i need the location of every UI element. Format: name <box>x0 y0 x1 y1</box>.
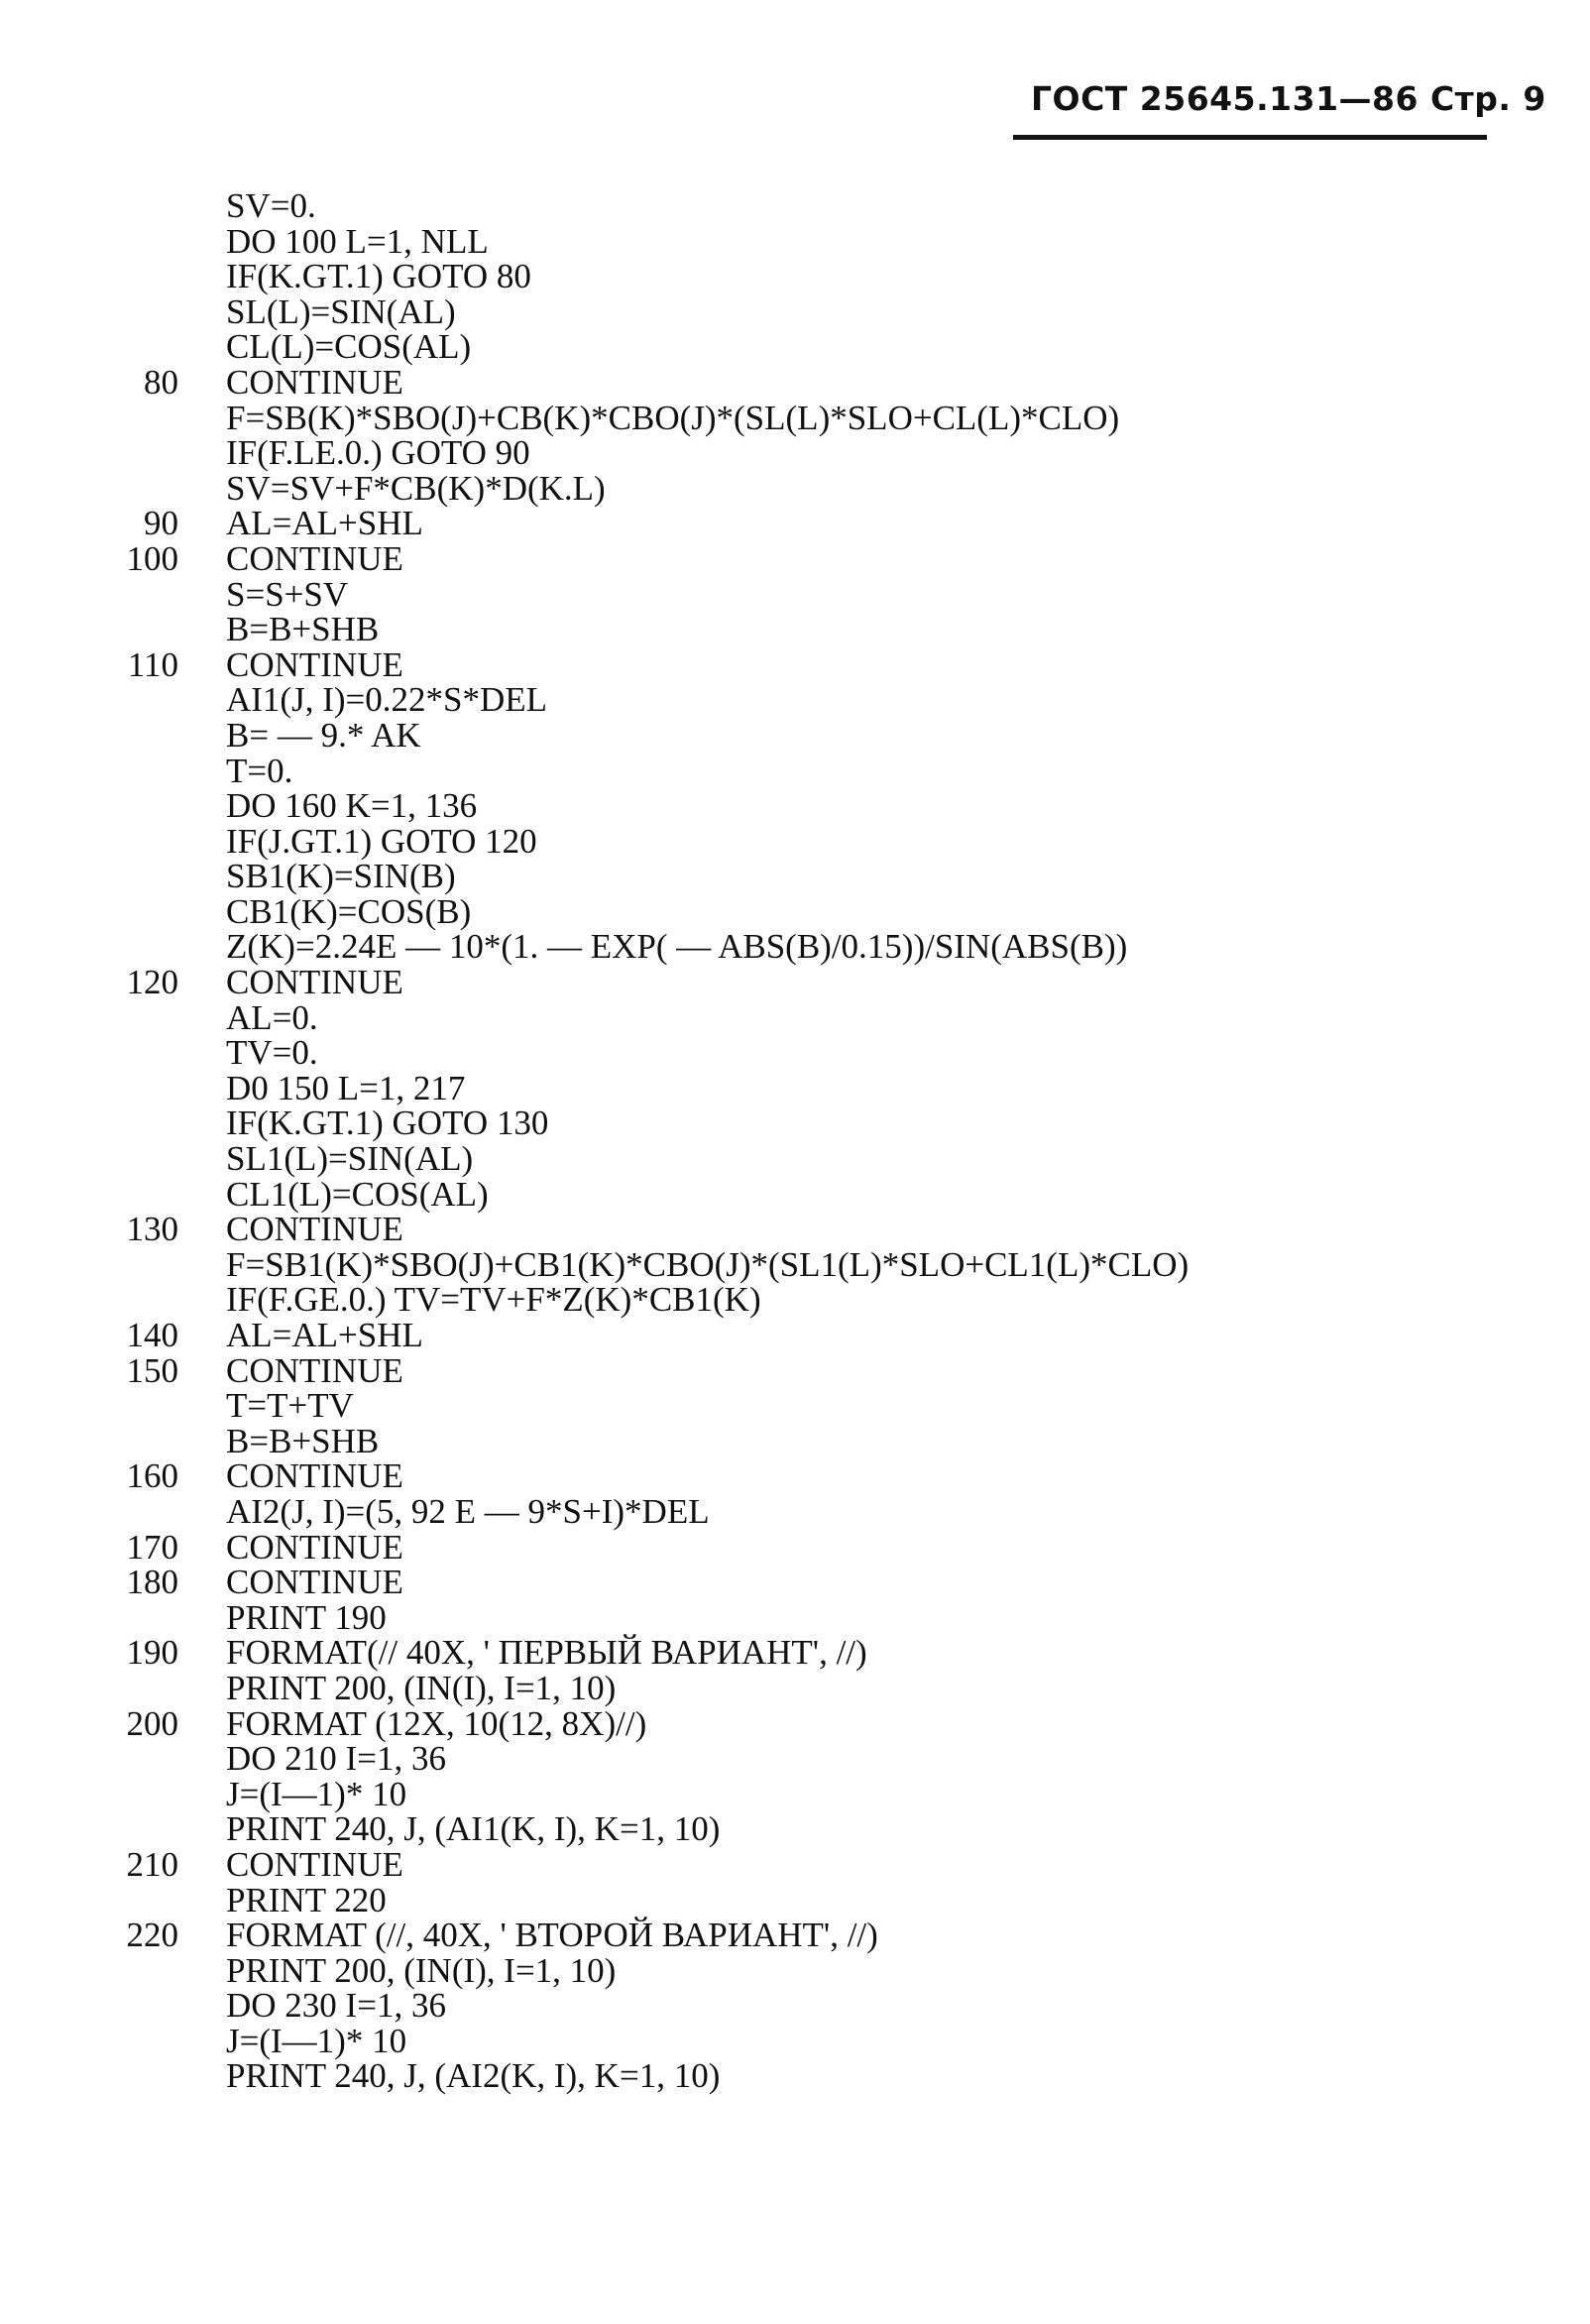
code-line <box>0 929 1590 965</box>
statement-label: 180 <box>126 1563 178 1602</box>
code-listing <box>0 188 1590 2094</box>
statement-label: 130 <box>126 1210 178 1249</box>
statement-code: DO 210 I=1, 36 <box>226 1739 446 1779</box>
code-line <box>0 751 1590 790</box>
statement-code: CONTINUE <box>226 963 403 1002</box>
statement-label: 90 <box>144 504 178 543</box>
statement-code: IF(K.GT.1) GOTO 130 <box>226 1104 549 1143</box>
statement-code: CONTINUE <box>226 1350 403 1390</box>
statement-label: 140 <box>126 1316 178 1354</box>
statement-code: AI1(J, I)=0.22*S*DEL <box>226 680 548 720</box>
code-line <box>0 1668 1590 1707</box>
statement-label: 120 <box>126 963 178 1002</box>
statement-code: AL=0. <box>226 997 318 1037</box>
statement-code: SL(L)=SIN(AL) <box>226 291 456 331</box>
statement-code: CONTINUE <box>226 644 403 684</box>
code-line <box>0 1741 1590 1777</box>
statement-code: CONTINUE <box>226 538 403 578</box>
code-line <box>0 1811 1590 1847</box>
statement-code: CB1(K)=COS(B) <box>226 891 472 931</box>
code-line <box>0 188 1590 224</box>
code-line <box>0 291 1590 331</box>
code-line <box>0 1950 1590 1990</box>
code-line <box>0 1388 1590 1424</box>
statement-code: AL=AL+SHL <box>226 504 423 543</box>
code-line <box>0 1212 1590 1247</box>
statement-label: 80 <box>144 362 178 402</box>
statement-code: CONTINUE <box>226 1844 403 1884</box>
statement-label: 110 <box>127 644 178 684</box>
statement-code: IF(J.GT.1) GOTO 120 <box>226 821 537 861</box>
code-line <box>0 965 1590 1000</box>
code-line <box>0 1141 1590 1177</box>
code-line <box>0 1035 1590 1071</box>
statement-label: 160 <box>126 1456 178 1496</box>
code-line <box>0 1703 1590 1743</box>
code-line <box>0 821 1590 861</box>
code-line <box>0 538 1590 578</box>
code-line <box>0 435 1590 471</box>
code-line <box>0 1174 1590 1214</box>
statement-code: AL=AL+SHL <box>226 1316 423 1354</box>
code-line <box>0 506 1590 541</box>
code-line <box>0 1105 1590 1141</box>
statement-code: FORMAT (12X, 10(12, 8X)//) <box>226 1703 647 1743</box>
statement-code: PRINT 200, (IN(I), I=1, 10) <box>226 1950 617 1990</box>
statement-code: J=(I—1)* 10 <box>226 1774 407 1813</box>
statement-code: CONTINUE <box>226 1456 403 1496</box>
code-line <box>0 574 1590 614</box>
code-line <box>0 1565 1590 1600</box>
statement-code: IF(F.GE.0.) TV=TV+F*Z(K)*CB1(K) <box>226 1280 761 1320</box>
statement-label: 100 <box>126 538 178 578</box>
code-line <box>0 2058 1590 2094</box>
statement-label: 150 <box>126 1350 178 1390</box>
header-rule <box>1013 135 1487 140</box>
code-line <box>0 1635 1590 1671</box>
statement-code: IF(F.LE.0.) GOTO 90 <box>226 433 530 473</box>
statement-code: CONTINUE <box>226 1563 403 1602</box>
statement-label: 220 <box>126 1916 178 1955</box>
statement-code: FORMAT (//, 40X, ' ВТОРОЙ ВАРИАНТ', //) <box>226 1916 878 1955</box>
code-line <box>0 1282 1590 1318</box>
code-line <box>0 1458 1590 1494</box>
statement-label: 200 <box>126 1703 178 1743</box>
code-line <box>0 1244 1590 1284</box>
statement-code: SB1(K)=SIN(B) <box>226 857 456 896</box>
code-line <box>0 1350 1590 1390</box>
code-line <box>0 891 1590 931</box>
code-line <box>0 398 1590 437</box>
page-header: ГОСТ 25645.131—86 Стр. 9 <box>1031 79 1546 118</box>
statement-label: 210 <box>126 1844 178 1884</box>
statement-code: D0 150 L=1, 217 <box>226 1068 466 1107</box>
statement-code: SV=SV+F*CB(K)*D(K.L) <box>226 468 606 508</box>
code-line <box>0 1527 1590 1567</box>
statement-code: IF(K.GT.1) GOTO 80 <box>226 257 531 296</box>
code-line <box>0 1917 1590 1953</box>
code-line <box>0 1844 1590 1884</box>
statement-code: CONTINUE <box>226 362 403 402</box>
statement-label: 190 <box>126 1633 178 1673</box>
statement-code: FORMAT(// 40X, ' ПЕРВЫЙ ВАРИАНТ', //) <box>226 1633 867 1673</box>
code-line <box>0 1880 1590 1919</box>
statement-code: S=S+SV <box>226 574 349 614</box>
code-line <box>0 788 1590 824</box>
statement-code: B= — 9.* AK <box>226 715 421 755</box>
statement-code: F=SB(K)*SBO(J)+CB(K)*CBO(J)*(SL(L)*SLO+CL(L)*CLO) <box>226 398 1120 437</box>
code-line <box>0 362 1590 402</box>
statement-code: PRINT 240, J, (AI1(K, I), K=1, 10) <box>226 1809 721 1849</box>
statement-code: PRINT 200, (IN(I), I=1, 10) <box>226 1668 617 1707</box>
code-line <box>0 259 1590 294</box>
code-line <box>0 1491 1590 1531</box>
statement-code: T=T+TV <box>226 1386 354 1426</box>
code-line <box>0 1421 1590 1460</box>
code-line <box>0 2021 1590 2060</box>
statement-code: AI2(J, I)=(5, 92 E — 9*S+I)*DEL <box>226 1491 710 1531</box>
code-line <box>0 1988 1590 2024</box>
statement-code: J=(I—1)* 10 <box>226 2021 407 2060</box>
statement-code: PRINT 220 <box>226 1880 387 1919</box>
statement-code: T=0. <box>226 751 293 790</box>
statement-code: PRINT 240, J, (AI2(K, I), K=1, 10) <box>226 2056 721 2096</box>
code-line <box>0 1774 1590 1813</box>
statement-code: F=SB1(K)*SBO(J)+CB1(K)*CBO(J)*(SL1(L)*SLO+CL1(L)*CLO) <box>226 1244 1190 1284</box>
code-line <box>0 997 1590 1037</box>
statement-code: PRINT 190 <box>226 1597 387 1637</box>
statement-label: 170 <box>126 1527 178 1567</box>
code-line <box>0 221 1590 261</box>
statement-code: SL1(L)=SIN(AL) <box>226 1139 474 1179</box>
statement-code: SV=0. <box>226 186 316 225</box>
code-line <box>0 468 1590 508</box>
statement-code: CL1(L)=COS(AL) <box>226 1174 489 1214</box>
statement-code: DO 230 I=1, 36 <box>226 1986 446 2026</box>
statement-code: TV=0. <box>226 1033 318 1073</box>
statement-code: CONTINUE <box>226 1210 403 1249</box>
code-line <box>0 329 1590 365</box>
code-line <box>0 1068 1590 1107</box>
statement-code: DO 100 L=1, NLL <box>226 221 489 261</box>
code-line <box>0 612 1590 647</box>
code-line <box>0 1318 1590 1353</box>
statement-code: Z(K)=2.24E — 10*(1. — EXP( — ABS(B)/0.15))/SIN(ABS(B)) <box>226 927 1128 967</box>
code-line <box>0 1597 1590 1637</box>
statement-code: CONTINUE <box>226 1527 403 1567</box>
statement-code: CL(L)=COS(AL) <box>226 327 472 367</box>
statement-code: B=B+SHB <box>226 610 380 649</box>
code-line <box>0 859 1590 894</box>
statement-code: DO 160 K=1, 136 <box>226 786 478 826</box>
statement-code: B=B+SHB <box>226 1421 380 1460</box>
code-line <box>0 682 1590 718</box>
code-line <box>0 644 1590 684</box>
code-line <box>0 715 1590 755</box>
